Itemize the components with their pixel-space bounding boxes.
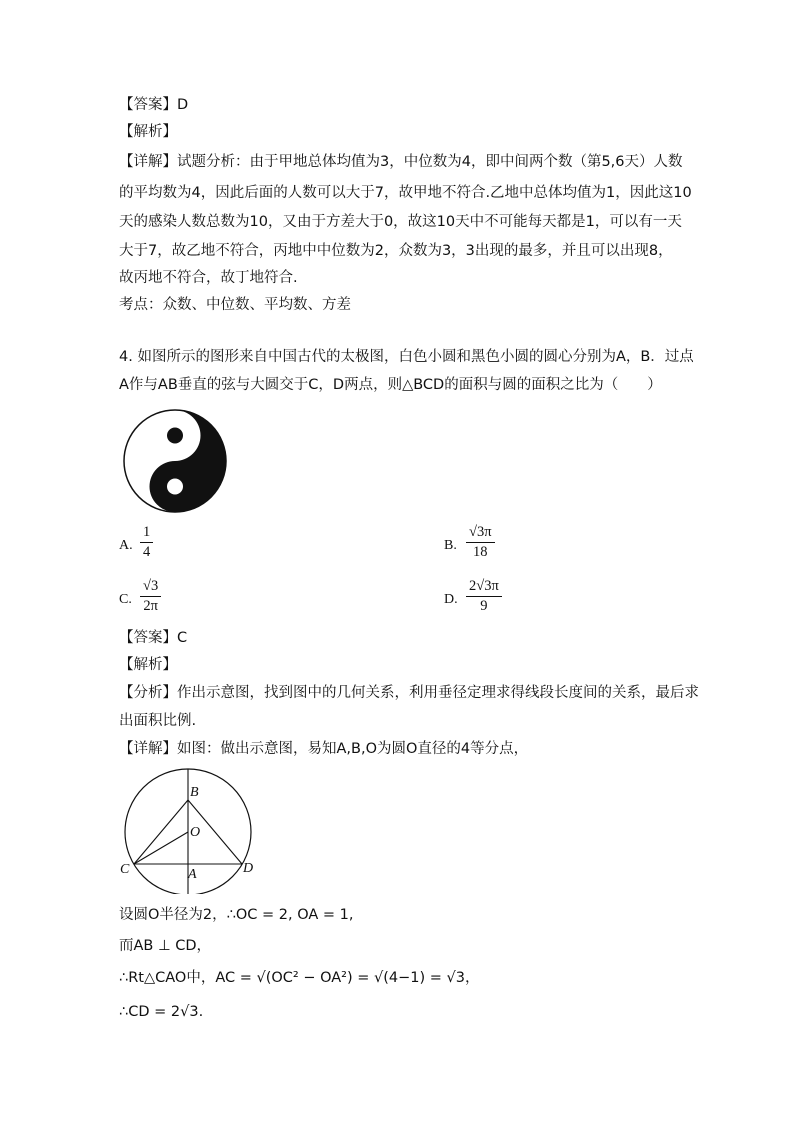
detail-line-2: 的平均数为4，因此后面的人数可以大于7，故甲地不符合.乙地中总体均值为1，因此这10 bbox=[119, 185, 692, 201]
detail-line-3: 天的感染人数总数为10，又由于方差大于0，故这10天中不可能每天都是1，可以有一天 bbox=[119, 214, 682, 230]
answer-value: D bbox=[177, 97, 189, 113]
option-b-fraction bbox=[466, 524, 495, 561]
label-a: A bbox=[188, 867, 197, 882]
segment-cb bbox=[134, 800, 188, 864]
option-a-num: 1 bbox=[140, 524, 153, 543]
answer-label: 【答案】 bbox=[119, 630, 177, 646]
label-c: C bbox=[120, 862, 130, 877]
option-b-num: √3π bbox=[466, 524, 495, 543]
option-d-fraction bbox=[466, 578, 502, 615]
solution-line-3: ∴Rt△CAO中，AC = √(OC² − OA²) = √(4−1) = √3， bbox=[119, 970, 480, 986]
option-c-fraction bbox=[140, 578, 161, 615]
keypoints-line: 考点：众数、中位数、平均数、方差 bbox=[119, 297, 351, 313]
label-o: O bbox=[190, 825, 201, 840]
fenxi-line-2: 出面积比例. bbox=[119, 713, 197, 729]
geometry-diagram bbox=[116, 762, 266, 894]
segment-co bbox=[134, 832, 188, 864]
label-d: D bbox=[243, 861, 254, 876]
answer-value: C bbox=[177, 630, 188, 646]
option-b-label: B. bbox=[444, 538, 457, 553]
question4-line-1: 4. 如图所示的图形来自中国古代的太极图，白色小圆和黑色小圆的圆心分别为A，B．过点 bbox=[119, 349, 694, 365]
detail4-label: 【详解】 bbox=[119, 741, 177, 757]
option-d-num: 2√3π bbox=[466, 578, 502, 597]
option-c-label: C. bbox=[119, 592, 132, 607]
detail-line-4: 大于7，故乙地不符合，丙地中中位数为2，众数为3，3出现的最多，并且可以出现8， bbox=[119, 243, 673, 259]
label-b: B bbox=[190, 785, 199, 800]
detail4-line-1 bbox=[119, 739, 528, 759]
white-small-circle bbox=[167, 479, 183, 495]
detail-line-5: 故丙地不符合，故丁地符合. bbox=[119, 270, 298, 286]
answer-line-q3 bbox=[119, 95, 188, 115]
fenxi-text-1: 作出示意图，找到图中的几何关系，利用垂径定理求得线段长度间的关系，最后求 bbox=[177, 685, 699, 701]
option-a-label: A. bbox=[119, 538, 133, 553]
answer-label: 【答案】 bbox=[119, 97, 177, 113]
question4-line-2: A作与AB垂直的弦与大圆交于C，D两点，则△BCD的面积与圆的面积之比为（ ） bbox=[119, 377, 662, 393]
detail-line-1 bbox=[119, 152, 683, 172]
solution-line-1: 设圆O半径为2，∴OC = 2, OA = 1, bbox=[119, 907, 354, 923]
detail-label: 【详解】 bbox=[119, 154, 177, 170]
fenxi-line-1 bbox=[119, 683, 699, 703]
detail4-text: 如图：做出示意图，易知A,B,O为圆O直径的4等分点， bbox=[177, 741, 529, 757]
option-d-label: D. bbox=[444, 592, 458, 607]
black-small-circle bbox=[167, 428, 183, 444]
option-a-fraction bbox=[140, 524, 153, 561]
detail-text-1: 试题分析：由于甲地总体均值为3，中位数为4，即中间两个数（第5,6天）人数 bbox=[177, 154, 683, 170]
analysis-heading-q4: 【解析】 bbox=[119, 657, 177, 673]
option-a-den: 4 bbox=[143, 544, 151, 560]
option-c-num: √3 bbox=[140, 578, 161, 597]
taiji-figure bbox=[120, 408, 230, 514]
answer-line-q4 bbox=[119, 628, 187, 648]
solution-line-2: 而AB ⊥ CD， bbox=[119, 938, 212, 954]
option-c-den: 2π bbox=[143, 598, 158, 614]
solution-line-4: ∴CD = 2√3. bbox=[119, 1004, 204, 1020]
fenxi-label: 【分析】 bbox=[119, 685, 177, 701]
analysis-heading-q3: 【解析】 bbox=[119, 124, 177, 140]
option-d-den: 9 bbox=[480, 598, 488, 614]
option-b-den: 18 bbox=[473, 544, 488, 560]
